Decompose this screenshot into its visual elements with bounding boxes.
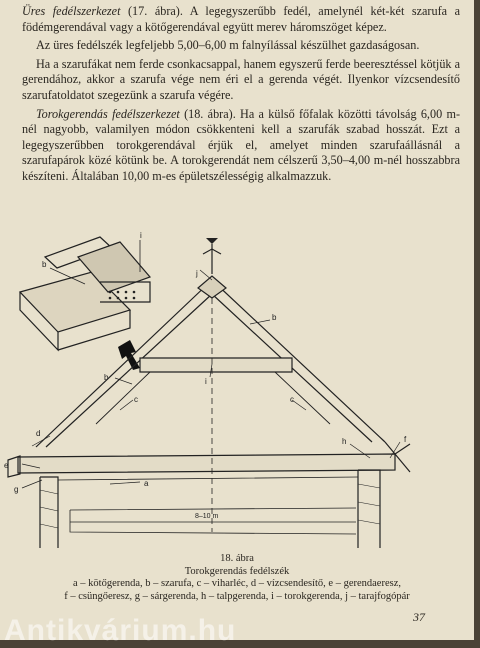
wall-left [40,477,58,548]
roof-truss-drawing [0,232,474,548]
watermark: Antikvárium.hu [4,614,237,647]
label-b: b [272,313,277,322]
tie-beam [18,454,395,473]
label-c: c [290,395,294,404]
label-b: b [42,260,47,269]
dimension-label: 8–10 m [195,513,219,520]
figure-number: 18. ábra [220,553,254,564]
paragraph-2: Az üres fedélszék legfeljebb 5,00–6,00 m falnyílással készülhet gazdaságosan. [36,38,420,53]
paragraph-1: Üres fedélszerkezet (17. ábra). A legegyszerűbb fedél, amelynél két-két szarufa a födémgerendával vagy a kötőgerendával együtt merev háromszöget képez. [22,4,460,34]
label-e: e [4,461,9,470]
paragraph-4: Torokgerendás fedélszerkezet (18. ábra). Ha a külső főfalak közötti távolság 6,00 m-nél nagyobb, valamilyen módon csökkenteni kell a szarufák szabad hosszát. Ezt a legegyszerűbben torokgerendával érjük el, amelyet minden szarufaállásnál a szarufapárok közé kötünk be. A torokgerendát nem célszerű 3,50–4,00 m-nél hosszabbra készíteni. Általában 10,00 m-es épületszélességig alkalmazzuk. [22,106,461,183]
body-text [22,4,460,188]
label-c: c [134,395,138,404]
label-i: i [140,232,142,240]
section-title: Üres fedélszerkezet [22,4,121,18]
paragraph-3: Ha a szarufákat nem ferde csonkacsappal, hanem egyszerű ferde beeresztéssel kötjük a gerendához, akkor a szarufa vége nem éri el a gerenda végét. Ilyenkor vízcsendesítő szarufatoldatot szegezünk a szarufa végére. [22,56,460,102]
figure-caption [12,553,462,603]
label-f: f [404,435,407,444]
label-b: b [104,373,109,382]
figure-legend-line: a – kötőgerenda, b – szarufa, c – viharléc, d – vízcsendesítő, e – gerendaeresz, [73,578,401,589]
label-h: h [342,437,347,446]
figure-title: Torokgerendás fedélszék [184,565,290,577]
figure-legend-line: f – csüngőeresz, g – sárgerenda, h – talpgerenda, i – torokgerenda, j – tarajfogópár [64,590,410,602]
label-i: i [205,377,207,386]
wall-right [358,470,380,548]
label-d: d [36,429,41,438]
label-a: a [144,479,149,488]
label-g: g [14,485,19,494]
rafter-joint-detail [20,237,150,350]
page-number: 37 [413,610,425,624]
section-title: Torokgerendás fedélszerkezet [36,106,180,121]
weathervane [203,238,221,274]
label-j: j [196,269,198,278]
collar-tie [140,358,292,372]
